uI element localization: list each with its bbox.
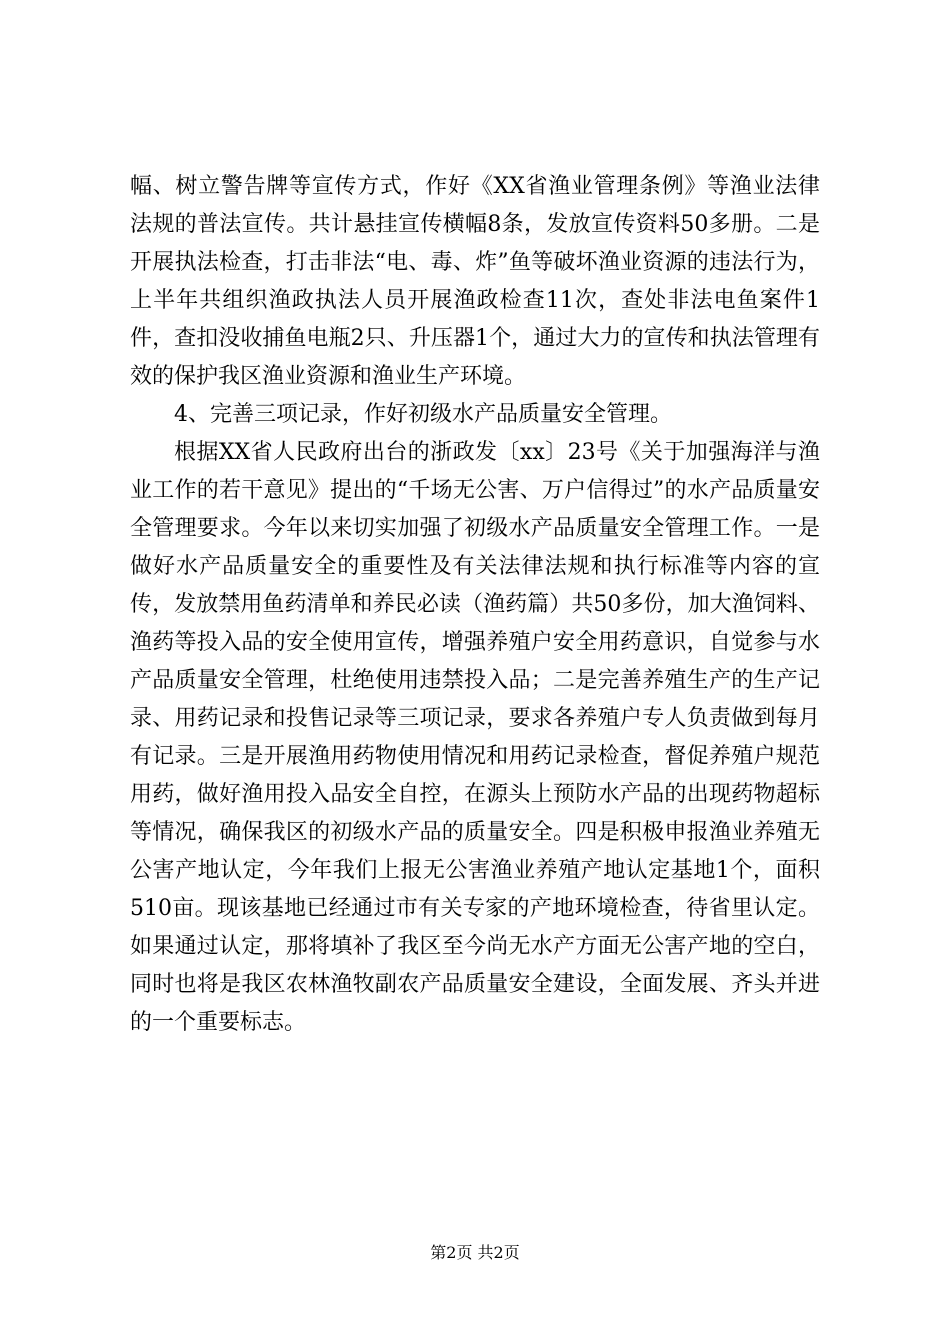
page-footer: 第2页 共2页 <box>430 1243 520 1262</box>
paragraph-propaganda-enforcement: 幅、树立警告牌等宣传方式，作好《XX省渔业管理条例》等渔业法律法规的普法宣传。共计悬挂宣传横幅8条，发放宣传资料50多册。二是开展执法检查，打击非法“电、毒、炸”鱼等破坏渔业资源的违法行为，上半年共组织渔政执法人员开展渔政检查11次，查处非法电鱼案件1件，查扣没收捕鱼电瓶2只、升压器1个，通过大力的宣传和执法管理有效的保护我区渔业资源和渔业生产环境。 <box>130 174 820 389</box>
paragraph-quality-safety: 根据XX省人民政府出台的浙政发〔xx〕23号《关于加强海洋与渔业工作的若干意见》提出的“千场无公害、万户信得过”的水产品质量安全管理要求。今年以来切实加强了初级水产品质量安全管理工作。一是做好水产品质量安全的重要性及有关法律法规和执行标准等内容的宣传，发放禁用鱼药清单和养民必读（渔药篇）共50多份，加大渔饲料、渔药等投入品的安全使用宣传，增强养殖户安全用药意识，自觉参与水产品质量安全管理，杜绝使用违禁投入品；二是完善养殖生产的生产记录、用药记录和投售记录等三项记录，要求各养殖户专人负责做到每月有记录。三是开展渔用药物使用情况和用药记录检查，督促养殖户规范用药，做好渔用投入品安全自控，在源头上预防水产品的出现药物超标等情况，确保我区的初级水产品的质量安全。四是积极申报渔业养殖无公害产地认定，今年我们上报无公害渔业养殖产地认定基地1个，面积510亩。现该基地已经通过市有关专家的产地环境检查，待省里认定。如果通过认定，那将填补了我区至今尚无水产方面无公害产地的空白，同时也将是我区农林渔牧副农产品质量安全建设，全面发展、齐头并进的一个重要标志。 <box>130 440 820 1035</box>
paragraph-heading-records: 4、完善三项记录，作好初级水产品质量安全管理。 <box>174 402 672 427</box>
document-body <box>130 168 820 1042</box>
